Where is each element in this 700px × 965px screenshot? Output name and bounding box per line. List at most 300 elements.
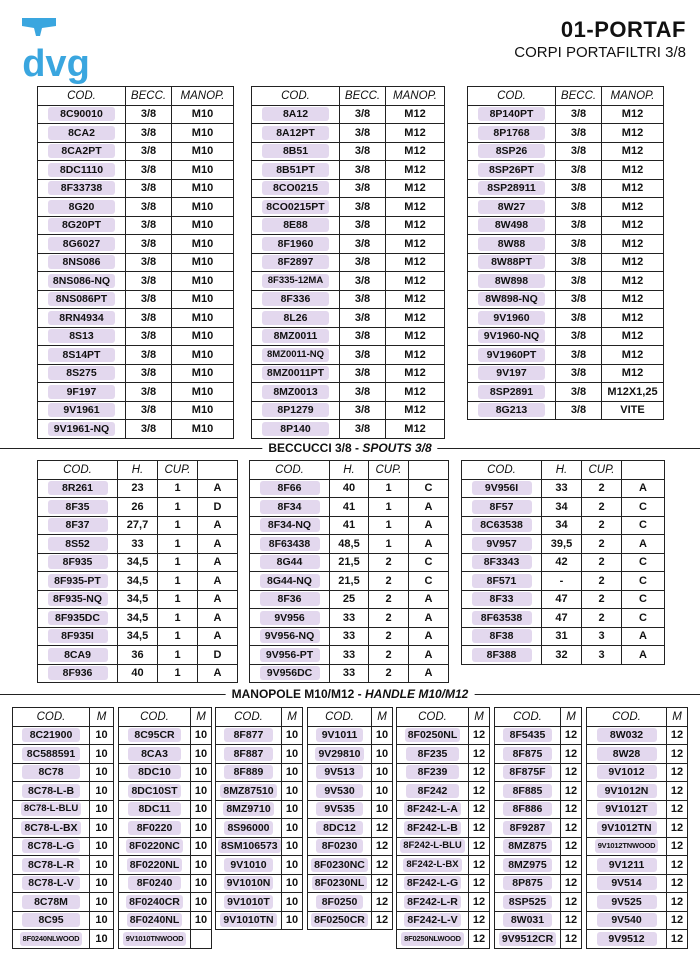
value-cell: 12 <box>667 800 688 819</box>
value-cell: 34,5 <box>118 609 158 628</box>
product-code-cell <box>250 516 330 535</box>
table-row <box>462 553 665 572</box>
table-row <box>119 763 212 782</box>
product-code-cell <box>250 479 330 498</box>
value-cell: M10 <box>172 142 234 161</box>
value-cell: 2 <box>582 572 622 591</box>
table-row <box>252 124 445 143</box>
product-code: 8F66 <box>260 481 320 495</box>
product-code: 8F33738 <box>48 181 114 195</box>
table-row <box>468 142 664 161</box>
value-cell: 3/8 <box>556 142 602 161</box>
spouts-table-2 <box>249 460 449 683</box>
value-cell: 3/8 <box>556 346 602 365</box>
product-code: 8MZ0011 <box>262 329 328 343</box>
value-cell: M12 <box>386 327 445 346</box>
value-cell: 12 <box>469 856 490 875</box>
product-code: 8F34 <box>260 500 320 514</box>
table-row <box>38 290 234 309</box>
product-code-cell <box>13 800 90 819</box>
value-cell: 3 <box>582 627 622 646</box>
value-cell: 12 <box>372 911 393 930</box>
value-cell: C <box>409 553 449 572</box>
table-row <box>38 179 234 198</box>
product-code: 8G44 <box>260 555 320 569</box>
product-code-cell <box>38 235 126 254</box>
product-code-cell <box>250 590 330 609</box>
table-row <box>468 309 664 328</box>
product-code: 8F63538 <box>472 611 532 625</box>
table-row <box>308 782 393 801</box>
value-cell: 3/8 <box>556 235 602 254</box>
value-cell: 3/8 <box>340 161 386 180</box>
table-row <box>38 479 238 498</box>
value-cell: M12 <box>386 253 445 272</box>
product-code: 8F0230 <box>316 839 363 853</box>
catalog-subtitle: CORPI PORTAFILTRI 3/8 <box>514 44 686 61</box>
bodies-table-2 <box>251 86 445 439</box>
value-cell: 3/8 <box>126 198 172 217</box>
product-code-cell <box>495 726 561 745</box>
product-code-cell <box>250 609 330 628</box>
product-code: 8E88 <box>262 218 328 232</box>
product-code: 9V1012N <box>597 784 657 798</box>
product-code: 8P1768 <box>478 126 544 140</box>
value-cell: 25 <box>330 590 369 609</box>
value-cell: M12 <box>602 235 664 254</box>
value-cell: 2 <box>369 590 409 609</box>
product-code-cell <box>38 124 126 143</box>
value-cell: M12 <box>386 161 445 180</box>
product-code: 8G20 <box>48 200 114 214</box>
value-cell: M12 <box>602 309 664 328</box>
product-code: 9V514 <box>597 876 657 890</box>
table-row <box>252 216 445 235</box>
product-code-cell <box>250 646 330 665</box>
product-code: 8DC11 <box>128 802 182 816</box>
table-header-row <box>587 708 688 727</box>
value-cell: 10 <box>282 819 303 838</box>
value-cell: 10 <box>191 893 212 912</box>
table-row <box>397 893 490 912</box>
value-cell: 2 <box>582 609 622 628</box>
table-row <box>38 572 238 591</box>
table-row <box>216 911 303 930</box>
product-code: 8C63538 <box>472 518 532 532</box>
value-cell: 12 <box>372 837 393 856</box>
product-code: 8F935DC <box>48 611 108 625</box>
product-code: 9V535 <box>316 802 363 816</box>
table-row <box>468 216 664 235</box>
product-code: 9V956-PT <box>260 648 320 662</box>
value-cell: 33 <box>542 479 582 498</box>
table-header-row <box>462 461 665 480</box>
product-code-cell <box>119 893 191 912</box>
value-cell: M12 <box>386 142 445 161</box>
table-row <box>216 726 303 745</box>
product-code: 8F242-L-A <box>404 802 461 816</box>
value-cell: 10 <box>90 819 114 838</box>
value-cell: C <box>622 516 665 535</box>
catalog-code: 01-PORTAF <box>560 17 686 42</box>
product-code-cell <box>252 142 340 161</box>
value-cell: A <box>198 609 238 628</box>
value-cell: 12 <box>469 874 490 893</box>
product-code: 8CA9 <box>48 648 108 662</box>
value-cell: 2 <box>582 516 622 535</box>
product-code-cell <box>397 874 469 893</box>
value-cell: 3/8 <box>340 346 386 365</box>
product-code: 8F887 <box>224 747 273 761</box>
table-row <box>250 590 449 609</box>
value-cell: 3/8 <box>340 383 386 402</box>
table-row <box>468 235 664 254</box>
value-cell: M12 <box>602 272 664 291</box>
product-code: 8G6027 <box>48 237 114 251</box>
value-cell: M12 <box>386 216 445 235</box>
table-header-row <box>308 708 393 727</box>
column-header: COD. <box>308 708 372 727</box>
spouts-table-3 <box>461 460 665 665</box>
value-cell: M12 <box>386 235 445 254</box>
table-row <box>397 930 490 949</box>
table-row <box>462 627 665 646</box>
product-code: 8F242 <box>406 784 460 798</box>
dvg-logo <box>16 14 96 84</box>
table-row <box>13 800 114 819</box>
value-cell: 3/8 <box>556 179 602 198</box>
table-row <box>252 235 445 254</box>
product-code-cell <box>252 124 340 143</box>
product-code: 8C78-L-V <box>22 876 80 890</box>
value-cell: 33 <box>118 535 158 554</box>
spouts-title: BECCUCCI 3/8 - <box>268 441 363 455</box>
product-code: 8SP525 <box>503 895 552 909</box>
value-cell: M10 <box>172 216 234 235</box>
table-row <box>38 609 238 628</box>
value-cell: 12 <box>667 782 688 801</box>
product-code: 8F0240NLWOOD <box>20 932 83 946</box>
column-header: COD. <box>119 708 191 727</box>
table-row <box>119 819 212 838</box>
product-code-cell <box>252 290 340 309</box>
value-cell: 33 <box>330 664 369 683</box>
product-code: 9V1012TN <box>597 821 657 835</box>
product-code-cell <box>397 856 469 875</box>
product-code-cell <box>216 856 282 875</box>
value-cell: 12 <box>469 745 490 764</box>
value-cell: 10 <box>282 837 303 856</box>
column-header: COD. <box>216 708 282 727</box>
product-code-cell <box>495 930 561 949</box>
product-code-cell <box>587 874 667 893</box>
product-code-cell <box>216 893 282 912</box>
value-cell: 3/8 <box>126 420 172 439</box>
value-cell: 12 <box>561 837 582 856</box>
value-cell: M12 <box>602 198 664 217</box>
value-cell: 3/8 <box>556 161 602 180</box>
table-header-row <box>252 87 445 106</box>
value-cell: M10 <box>172 309 234 328</box>
table-row <box>495 893 582 912</box>
value-cell: 3 <box>582 646 622 665</box>
product-code-cell <box>587 819 667 838</box>
column-header: BECC. <box>340 87 386 106</box>
value-cell: 31 <box>542 627 582 646</box>
value-cell: 3/8 <box>340 235 386 254</box>
table-row <box>119 782 212 801</box>
product-code-cell <box>468 401 556 420</box>
value-cell: 3/8 <box>340 216 386 235</box>
table-row <box>308 874 393 893</box>
table-row <box>38 327 234 346</box>
value-cell: M12 <box>602 124 664 143</box>
product-code-cell <box>468 105 556 124</box>
value-cell <box>191 930 212 949</box>
column-header: H. <box>542 461 582 480</box>
value-cell: 10 <box>191 782 212 801</box>
product-code: 8B51 <box>262 144 328 158</box>
table-row <box>38 498 238 517</box>
product-code: 8W498 <box>478 218 544 232</box>
value-cell: M10 <box>172 290 234 309</box>
table-row <box>308 911 393 930</box>
value-cell: 12 <box>372 893 393 912</box>
product-code: 8C95CR <box>128 728 182 742</box>
product-code-cell <box>397 893 469 912</box>
product-code-cell <box>468 216 556 235</box>
value-cell: 2 <box>369 609 409 628</box>
value-cell: M10 <box>172 105 234 124</box>
value-cell: 10 <box>191 819 212 838</box>
value-cell: 2 <box>369 646 409 665</box>
table-row <box>216 819 303 838</box>
product-code: 8CA3 <box>128 747 182 761</box>
product-code-cell <box>13 763 90 782</box>
table-row <box>38 364 234 383</box>
value-cell: 3/8 <box>556 198 602 217</box>
product-code: 8C78-L-BX <box>21 821 80 835</box>
product-code: 8DC1110 <box>48 163 114 177</box>
product-code-cell <box>468 272 556 291</box>
value-cell: 47 <box>542 609 582 628</box>
column-header: M <box>90 708 114 727</box>
value-cell: 12 <box>469 837 490 856</box>
product-code-cell <box>119 800 191 819</box>
value-cell: 10 <box>282 745 303 764</box>
product-code: 8F571 <box>472 574 532 588</box>
value-cell: M12 <box>386 272 445 291</box>
product-code: 8SP28911 <box>478 181 544 195</box>
product-code-cell <box>308 819 372 838</box>
table-row <box>250 646 449 665</box>
product-code-cell <box>252 401 340 420</box>
handles-title-en: HANDLE M10/M12 <box>365 687 469 701</box>
product-code: 9V525 <box>597 895 657 909</box>
value-cell: A <box>409 646 449 665</box>
table-row <box>495 856 582 875</box>
product-code: 8NS086PT <box>48 292 114 306</box>
value-cell: 12 <box>667 856 688 875</box>
table-row <box>252 105 445 124</box>
table-row <box>587 819 688 838</box>
value-cell: A <box>198 664 238 683</box>
value-cell: 12 <box>561 745 582 764</box>
handles-title: MANOPOLE M10/M12 - <box>231 687 365 701</box>
product-code-cell <box>495 800 561 819</box>
value-cell: VITE <box>602 401 664 420</box>
value-cell: M12 <box>386 383 445 402</box>
product-code: 8B51PT <box>262 163 328 177</box>
table-row <box>468 346 664 365</box>
value-cell: 2 <box>582 553 622 572</box>
value-cell: 3/8 <box>126 346 172 365</box>
table-row <box>252 401 445 420</box>
product-code: 9V29810 <box>315 747 363 761</box>
table-row <box>38 272 234 291</box>
product-code-cell <box>308 763 372 782</box>
product-code: 8DC10ST <box>128 784 182 798</box>
product-code-cell <box>119 837 191 856</box>
table-row <box>587 726 688 745</box>
value-cell: 41 <box>330 498 369 517</box>
value-cell: 12 <box>469 782 490 801</box>
product-code: 8G44-NQ <box>260 574 320 588</box>
product-code: 8CA2 <box>48 126 114 140</box>
table-row <box>495 930 582 949</box>
column-header: M <box>282 708 303 727</box>
value-cell: 3/8 <box>340 309 386 328</box>
table-row <box>250 572 449 591</box>
product-code: 8F242-L-V <box>404 913 460 927</box>
value-cell: 1 <box>158 516 198 535</box>
table-row <box>13 930 114 949</box>
table-row <box>252 346 445 365</box>
handles-table-7 <box>586 707 688 949</box>
table-header-row <box>38 87 234 106</box>
value-cell: 3/8 <box>126 401 172 420</box>
value-cell: M12 <box>602 290 664 309</box>
product-code: 8F0230NC <box>311 858 368 872</box>
value-cell: 3/8 <box>556 401 602 420</box>
value-cell: M10 <box>172 401 234 420</box>
column-header <box>622 461 665 480</box>
handles-section-header <box>0 687 700 701</box>
product-code: 8C78-L-BLU <box>21 802 81 816</box>
value-cell: M10 <box>172 272 234 291</box>
value-cell: 3/8 <box>126 179 172 198</box>
value-cell: 26 <box>118 498 158 517</box>
value-cell: 10 <box>282 726 303 745</box>
value-cell: A <box>198 572 238 591</box>
product-code-cell <box>119 874 191 893</box>
product-code-cell <box>13 819 90 838</box>
product-code-cell <box>587 782 667 801</box>
product-code-cell <box>38 216 126 235</box>
product-code-cell <box>468 198 556 217</box>
product-code-cell <box>397 837 469 856</box>
table-header-row <box>397 708 490 727</box>
product-code: 8C78-L-B <box>22 784 80 798</box>
product-code-cell <box>216 837 282 856</box>
product-code-cell <box>462 609 542 628</box>
value-cell: 12 <box>667 874 688 893</box>
product-code-cell <box>587 911 667 930</box>
value-cell: 12 <box>469 893 490 912</box>
table-row <box>38 124 234 143</box>
table-row <box>587 874 688 893</box>
table-row <box>397 745 490 764</box>
value-cell: A <box>409 627 449 646</box>
value-cell: 10 <box>282 763 303 782</box>
table-row <box>462 516 665 535</box>
product-code: 8P875 <box>503 876 552 890</box>
value-cell: 10 <box>372 782 393 801</box>
table-row <box>252 179 445 198</box>
value-cell: A <box>198 479 238 498</box>
product-code: 8F875F <box>503 765 552 779</box>
product-code-cell <box>587 893 667 912</box>
value-cell: C <box>622 590 665 609</box>
value-cell: 12 <box>561 819 582 838</box>
product-code: 8W88PT <box>478 255 544 269</box>
product-code-cell <box>495 911 561 930</box>
product-code-cell <box>587 930 667 949</box>
bodies-table-3 <box>467 86 664 420</box>
table-row <box>462 646 665 665</box>
product-code: 9V1961-NQ <box>48 422 114 436</box>
table-row <box>13 874 114 893</box>
product-code: 9V197 <box>478 366 544 380</box>
product-code: 9V956 <box>260 611 320 625</box>
product-code-cell <box>468 290 556 309</box>
product-code: 9V9512 <box>597 932 657 946</box>
table-header-row <box>468 87 664 106</box>
product-code: 9V1010TNWOOD <box>123 932 187 946</box>
bodies-table-1 <box>37 86 234 439</box>
product-code: 9V956I <box>472 481 532 495</box>
value-cell: 3/8 <box>340 124 386 143</box>
product-code-cell <box>397 782 469 801</box>
product-code: 8MZ9710 <box>223 802 273 816</box>
value-cell: 10 <box>191 837 212 856</box>
handles-table-2 <box>118 707 212 949</box>
value-cell: 10 <box>90 800 114 819</box>
value-cell: A <box>198 535 238 554</box>
value-cell: A <box>198 516 238 535</box>
value-cell: 3/8 <box>340 142 386 161</box>
product-code: 8F0250NLWOOD <box>401 932 464 946</box>
product-code: 8G213 <box>478 403 544 417</box>
table-row <box>252 142 445 161</box>
value-cell: 12 <box>561 782 582 801</box>
value-cell: 10 <box>90 856 114 875</box>
table-row <box>587 856 688 875</box>
value-cell: 3/8 <box>556 364 602 383</box>
product-code-cell <box>308 856 372 875</box>
table-row <box>119 911 212 930</box>
table-row <box>216 782 303 801</box>
value-cell: 3/8 <box>126 290 172 309</box>
value-cell: A <box>409 535 449 554</box>
value-cell: 10 <box>90 874 114 893</box>
product-code: 9V956DC <box>260 666 320 680</box>
table-row <box>38 142 234 161</box>
product-code-cell <box>119 782 191 801</box>
table-row <box>13 837 114 856</box>
value-cell: C <box>622 572 665 591</box>
product-code: 8W031 <box>503 913 552 927</box>
